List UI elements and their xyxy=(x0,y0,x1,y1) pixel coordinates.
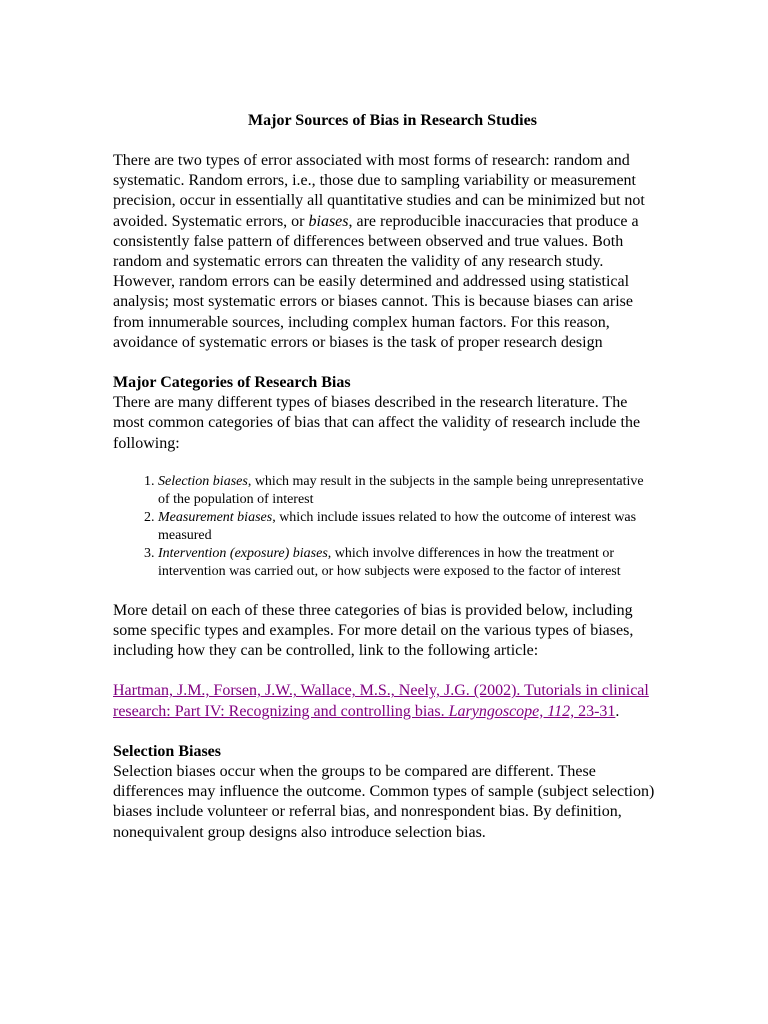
intro-paragraph xyxy=(113,151,658,353)
list-item-measurement xyxy=(158,509,658,545)
bias-categories-list xyxy=(113,473,658,581)
list-item-text: , which may result in the subjects in the sample being unrepresentative of the population of interest xyxy=(158,473,644,507)
list-item-text: , which involve differences in how the treatment or intervention was carried out, or how subjects were exposed to the factor of interest xyxy=(158,545,621,579)
document-page xyxy=(113,111,658,843)
list-item-term: Selection biases xyxy=(158,473,248,489)
intro-text-part2: , are reproducible inaccuracies that produce a consistently false pattern of differences between observed and true values. Both random and systematic errors can threaten the validity of any research study. However, random errors can be easily determined and addressed using statistical analysis; most systematic errors or biases cannot. This is because biases can arise from innumerable sources, including complex human factors. For this reason, avoidance of systematic errors or biases is the task of proper research design xyxy=(113,212,639,351)
citation-text: Hartman, J.M., Forsen, J.W., Wallace, M.S., Neely, J.G. (2002). Tutorials in clinical research: Part IV: Recognizing and controlling bias. xyxy=(113,682,649,720)
categories-heading: Major Categories of Research Bias xyxy=(113,374,351,392)
intro-text-part1: There are two types of error associated with most forms of research: random and systematic. Random errors, i.e., those due to sampling variability or measurement precision, occur in essentially all quantitative studies and can be minimized but not avoided. Systematic errors, or xyxy=(113,152,645,230)
list-item-text: , which include issues related to how the outcome of interest was measured xyxy=(158,509,637,543)
citation-trailing: . xyxy=(615,702,620,720)
citation-paragraph xyxy=(113,681,658,721)
list-item-term: Measurement biases xyxy=(158,509,273,525)
spacer xyxy=(113,722,658,742)
intro-emphasis: biases xyxy=(308,212,349,230)
list-item-selection xyxy=(158,473,658,509)
list-item-term: Intervention (exposure) biases xyxy=(158,545,328,561)
citation-link[interactable] xyxy=(113,682,649,719)
citation-pages: 23-31 xyxy=(574,702,616,720)
citation-journal: Laryngoscope, 112, xyxy=(448,702,575,720)
spacer xyxy=(113,661,658,681)
selection-paragraph: Selection biases occur when the groups to be compared are different. These differences may influence the outcome. Common types of sample (subject selection) biases include volunteer or referral bias, and nonrespondent bias. By definition, nonequivalent group designs also introduce selection bias. xyxy=(113,763,655,841)
more-detail-paragraph: More detail on each of these three categories of bias is provided below, including some specific types and examples. For more detail on the various types of biases, including how they can be controlled, link to the following article: xyxy=(113,601,634,660)
spacer xyxy=(113,581,658,601)
document-title: Major Sources of Bias in Research Studies xyxy=(248,112,537,129)
selection-heading: Selection Biases xyxy=(113,742,221,760)
categories-paragraph: There are many different types of biases described in the research literature. The most common categories of bias that can affect the validity of research include the following: xyxy=(113,394,641,452)
list-item-intervention xyxy=(158,545,658,581)
spacer xyxy=(113,353,658,373)
